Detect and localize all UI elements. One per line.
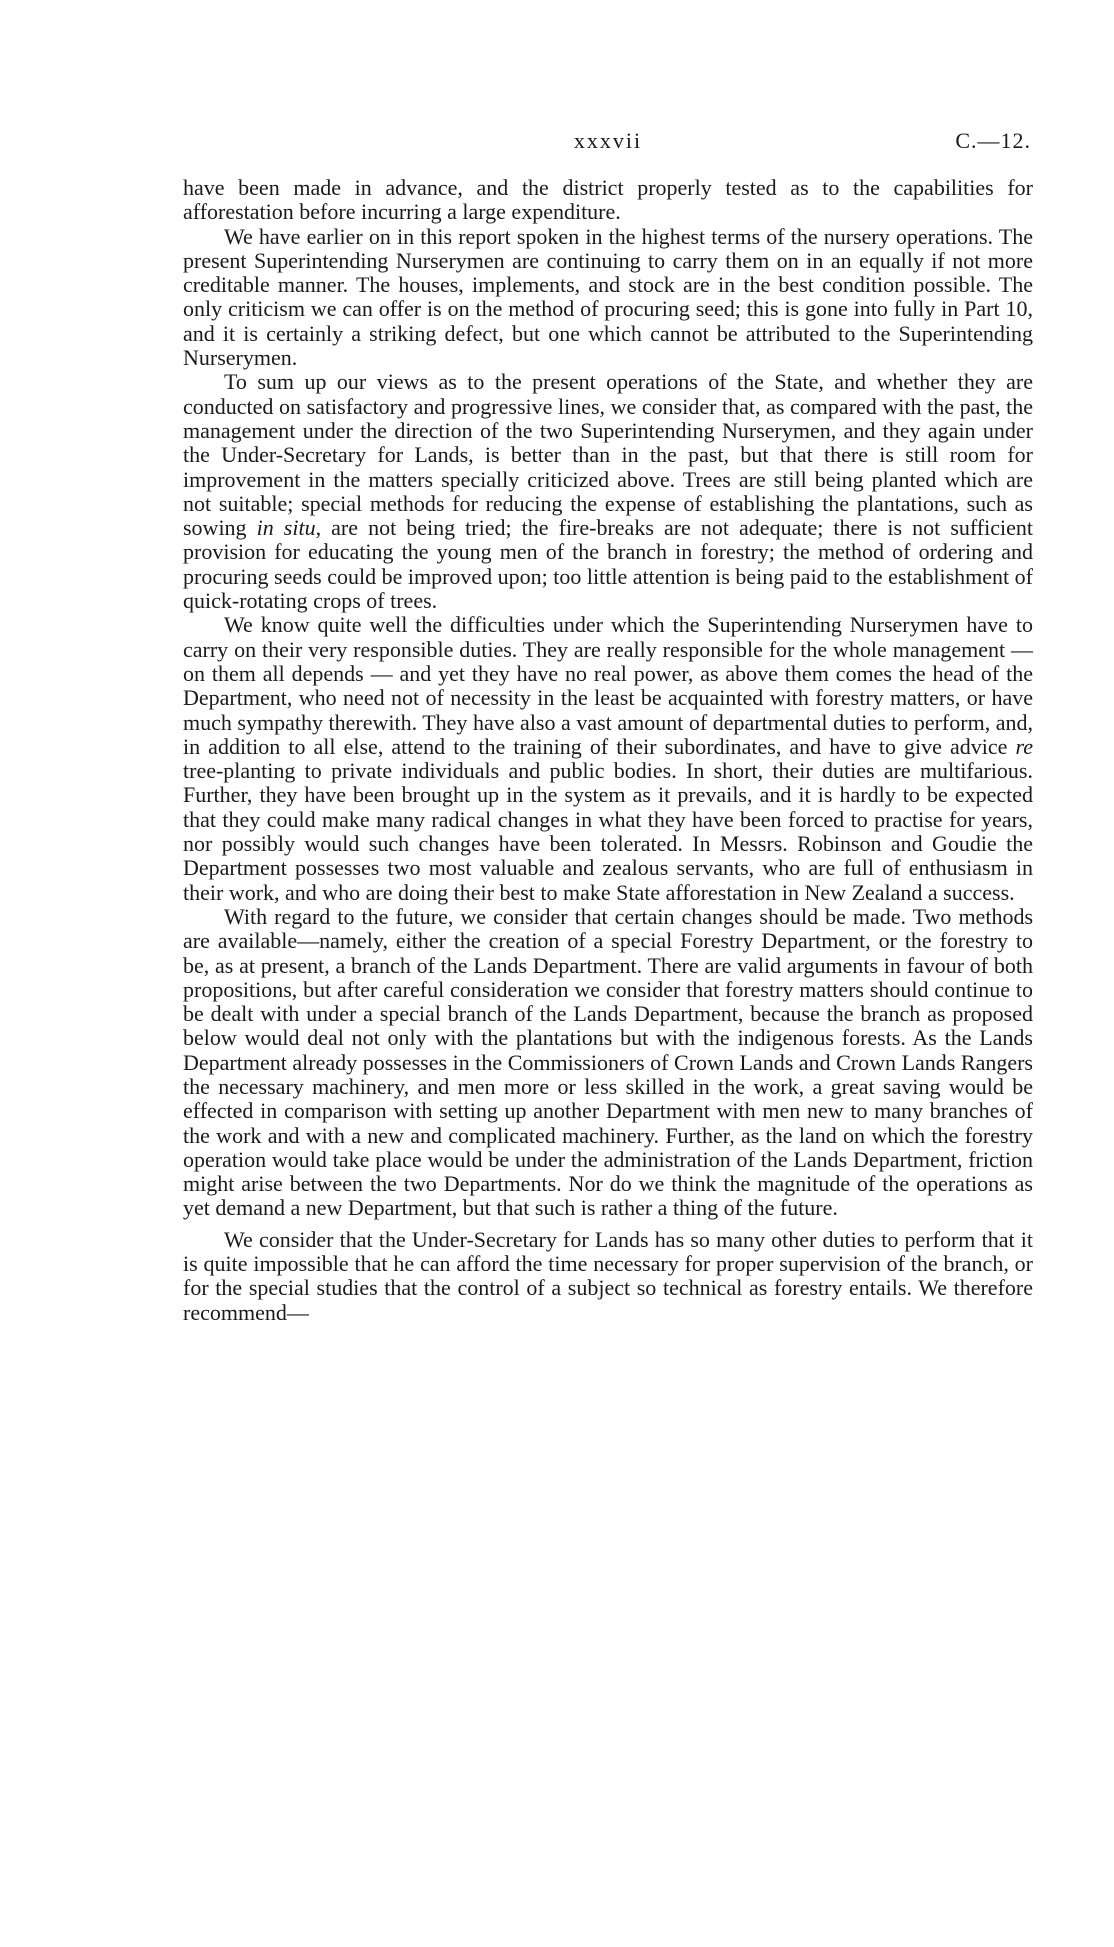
paragraph-text: We know quite well the difficulties under which the Superintending Nurserymen have to carry on their very responsible duties. They are really responsible for the whole management — on them all depends — and yet they have no real power, as above them comes the head of the Department, who need not of necessity in the least be acquainted with forestry matters, or have much sympathy therewith. They have also a vast amount of departmental duties to perform, and, in addition to all else, attend to the training of their subordinates, and have to give advice (183, 612, 1033, 759)
page-header (185, 128, 1031, 158)
page-number: xxxvii (573, 128, 643, 153)
paragraph-nursery-operations (183, 225, 1033, 371)
report-body (183, 176, 1033, 1325)
paragraph-text: To sum up our views as to the present operations of the State, and whether they are conducted on satisfactory and progressive lines, we consider that, as compared with the past, the management under the direction of the two Superintending Nurserymen, and they again under the Under-Secretary for Lands, is better than in the past, but that there is still room for improvement in the matters specially criticized above. Trees are still being planted which are not suitable; special methods for reducing the expense of establishing the plantations, such as sowing (183, 369, 1033, 541)
paragraph-text: With regard to the future, we consider that certain changes should be made. Two methods are available—namely, either the creation of a special Forestry Department, or the forestry to be, as at present, a branch of the Lands Department. There are valid arguments in favour of both propositions, but after careful consideration we consider that forestry matters should continue to be dealt with under a special branch of the Lands Department, because the branch as proposed below would deal not only with the plantations but with the indigenous forests. As the Lands Department already possesses in the Commissioners of Crown Lands and Crown Lands Rangers the necessary machinery, and men more or less skilled in the work, a great saving would be effected in comparison with setting up another Department with men new to many branches of the work and with a new and complicated machinery. Further, as the land on which the forestry operation would take place would be under the administration of the Lands Department, friction might arise between the two Departments. Nor do we think the magnitude of the operations as yet demand a new Department, but that such is rather a thing of the future. (183, 903, 1033, 1221)
paragraph-summary-of-views (183, 370, 1033, 613)
document-reference: C.—12. (955, 128, 1031, 153)
italic-phrase: in situ (256, 515, 316, 541)
paragraph-recommendation (183, 1228, 1033, 1325)
paragraph-text: tree-planting to private individuals and public bodies. In short, their duties are multifarious. Further, they have been brought up in the system as it prevails, and it is hardly to be expected that they could make many radical changes in what they have been forced to practise for years, nor possibly would such changes have been tolerated. In Messrs. Robinson and Goudie the Department possesses two most valuable and zealous servants, who are full of enthusiasm in their work, and who are doing their best to make State afforestation in New Zealand a success. (183, 758, 1033, 905)
paragraph-difficulties (183, 613, 1033, 905)
paragraph-continuation (183, 176, 1033, 225)
italic-phrase: re (1015, 733, 1033, 759)
paragraph-text: We consider that the Under-Secretary for Lands has so many other duties to perform that it is quite impossible that he can afford the time necessary for proper supervision of the branch, or for the special studies that the control of a subject so technical as forestry entails. We therefore recommend— (183, 1226, 1033, 1325)
paragraph-text: have been made in advance, and the district properly tested as to the capabilities for afforestation before incurring a large expenditure. (183, 175, 1033, 225)
paragraph-text: , are not being tried; the fire-breaks are not adequate; there is not sufficient provision for educating the young men of the branch in forestry; the method of ordering and procuring seeds could be improved upon; too little attention is being paid to the establishment of quick-rotating crops of trees. (183, 515, 1034, 614)
paragraph-text: We have earlier on in this report spoken in the highest terms of the nursery operations. The present Superintending Nurserymen are continuing to carry them on in an equally if not more creditable manner. The houses, implements, and stock are in the best condition possible. The only criticism we can offer is on the method of procuring seed; this is gone into fully in Part 10, and it is certainly a striking defect, but one which cannot be attributed to the Superintending Nurserymen. (183, 223, 1033, 371)
paragraph-future-changes (183, 905, 1033, 1221)
